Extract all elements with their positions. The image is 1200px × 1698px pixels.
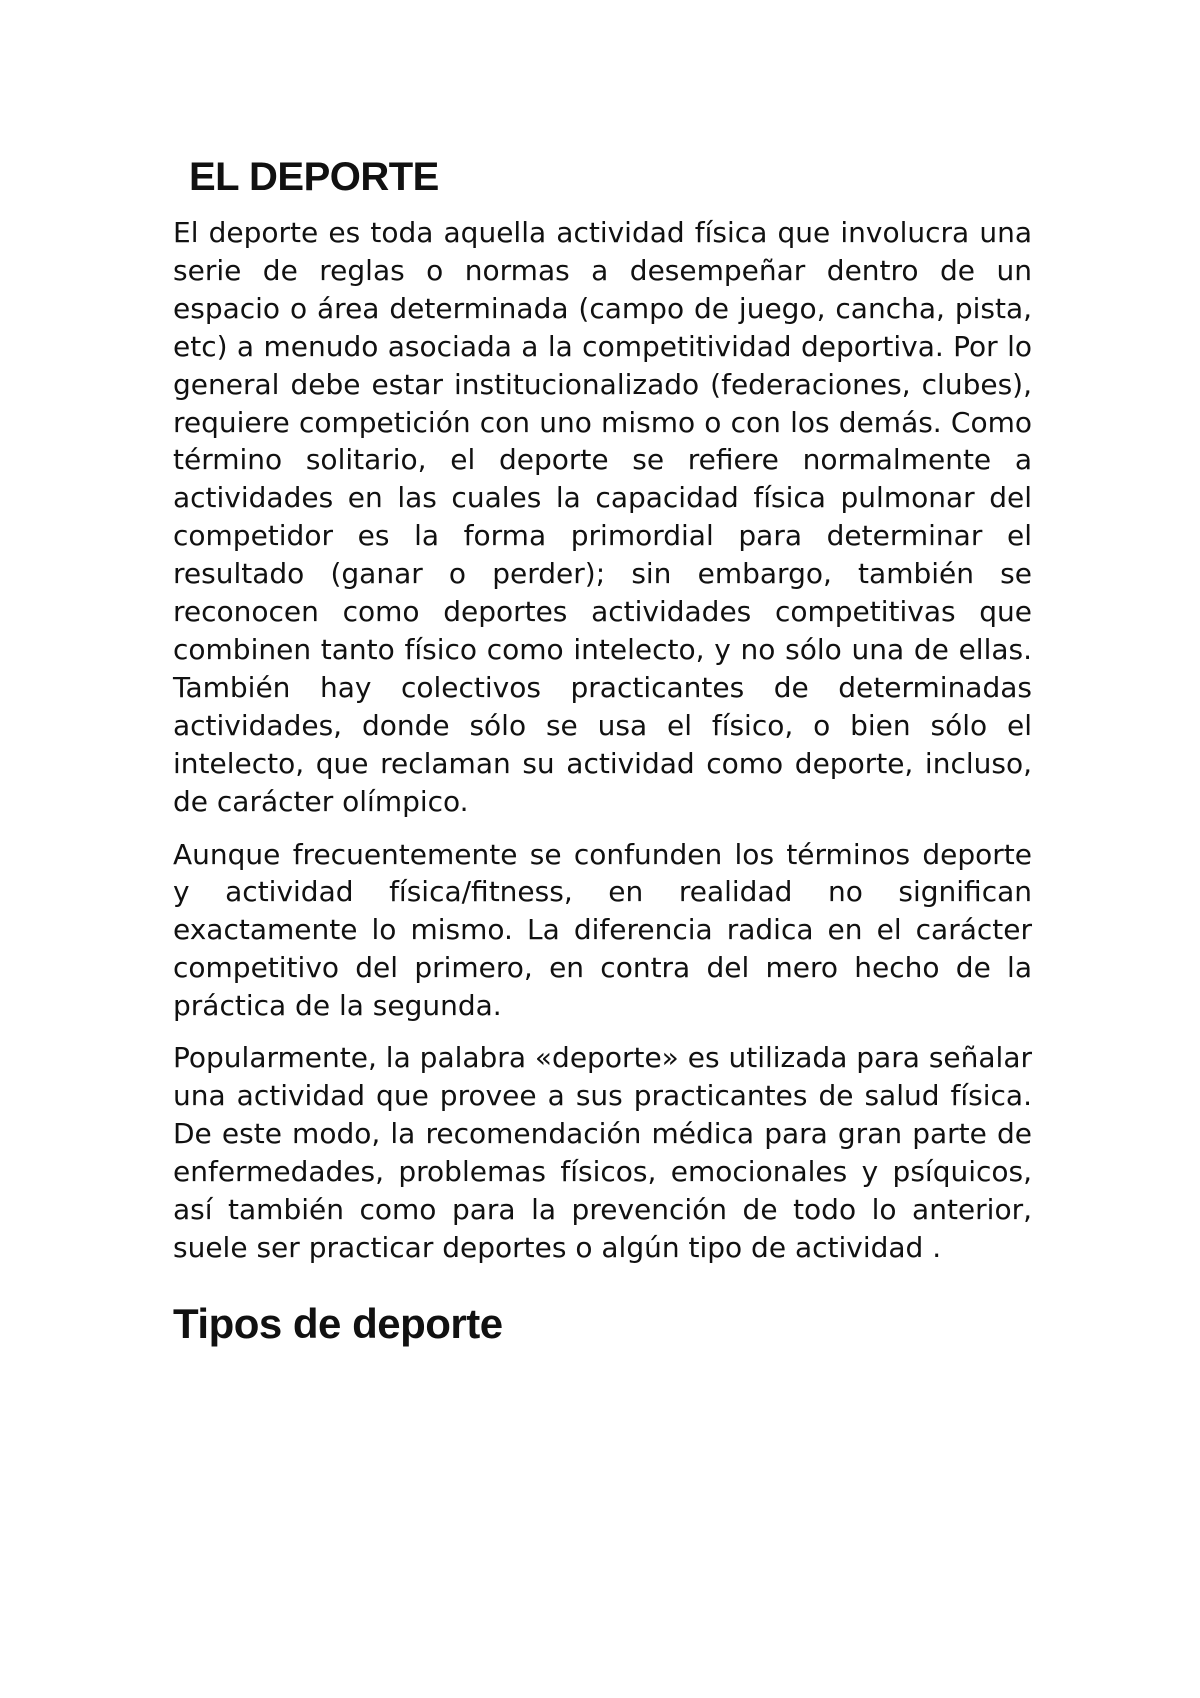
paragraph-definition: El deporte es toda aquella actividad física que involucra una serie de reglas o normas a desempeñar dentro de un espacio o área determinada (campo de juego, cancha, pista, etc) a menudo asociada a la competitividad deportiva. Por lo general debe estar institucionalizado (federaciones, clubes), requiere competición con uno mismo o con los demás. Como término solitario, el deporte se refiere normalmente a actividades en las cuales la capacidad física pulmonar del competidor es la forma primordial para determinar el resultado (ganar o perder); sin embargo, también se reconocen como deportes actividades competitivas que combinen tanto físico como intelecto, y no sólo una de ellas. También hay colectivos practicantes de determinadas actividades, donde sólo se usa el físico, o bien sólo el intelecto, que reclaman su actividad como deporte, incluso, de carácter olímpico.: [173, 216, 1032, 818]
paragraph-popular-usage: Popularmente, la palabra «deporte» es utilizada para señalar una actividad que provee a sus practicantes de salud física. De este modo, la recomendación médica para gran parte de enfermedades, problemas físicos, emocionales y psíquicos, así también como para la prevención de todo lo anterior, suele ser practicar deportes o algún tipo de actividad .: [173, 1041, 1032, 1264]
document-title: EL DEPORTE: [189, 155, 439, 199]
section-heading-tipos: Tipos de deporte: [173, 1300, 503, 1348]
paragraph-difference: Aunque frecuentemente se confunden los términos deporte y actividad física/fitness, en realidad no significan exactamente lo mismo. La diferencia radica en el carácter competitivo del primero, en contra del mero hecho de la práctica de la segunda.: [173, 837, 1032, 1023]
document-body: [173, 150, 1032, 1352]
